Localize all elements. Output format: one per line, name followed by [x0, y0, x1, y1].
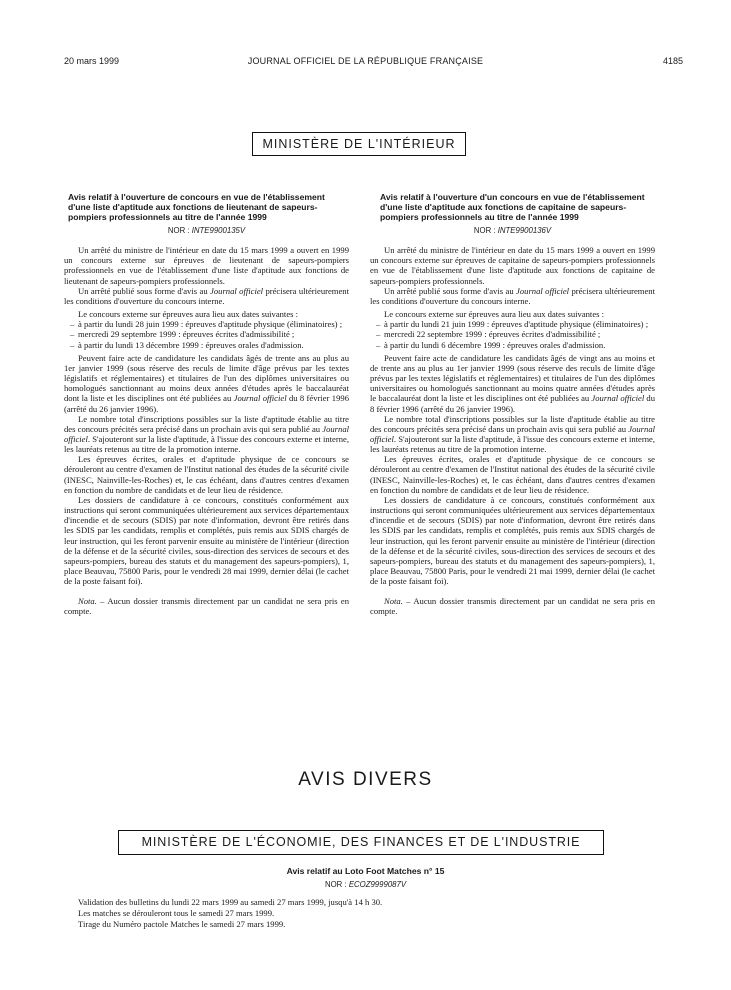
- loto-line: Validation des bulletins du lundi 22 mars 1999 au samedi 27 mars 1999, jusqu'à 14 h 30.: [78, 897, 383, 907]
- list-item: – mercredi 29 septembre 1999 : épreuves écrites d'admissibilité ;: [70, 329, 295, 340]
- avis-right-nor: [370, 226, 655, 236]
- loto-nor: [0, 880, 731, 889]
- list-item: – à partir du lundi 13 décembre 1999 : épreuves orales d'admission.: [70, 339, 304, 350]
- paragraph: Le nombre total d'inscriptions possibles sur la liste d'aptitude établie au titre des concours précités sera précisé dans un prochain avis qui sera publié au Journal officiel. S'ajouteront sur la liste d'aptitude, à l'issue des concours externe et interne, les lauréats retenus au titre de la promotion interne.: [64, 413, 349, 455]
- loto-avis-title: Avis relatif au Loto Foot Matches n° 15: [286, 866, 445, 876]
- paragraph: Un arrêté publié sous forme d'avis au Journal officiel précisera ultérieurement les conditions d'ouverture du concours interne.: [64, 285, 349, 306]
- paragraph: Les épreuves écrites, orales et d'aptitude physique de ce concours se dérouleront au centre d'examen de l'Institut national des études de la sécurité civile (INESC, Nainville-les-Roches) et, le cas échéant, dans d'autres centres d'examen en fonction du nombre de candidats et de leur lieu de résidence.: [370, 454, 655, 495]
- nota: Nota. – Aucun dossier transmis directement par un candidat ne sera pris en compte.: [64, 596, 349, 617]
- header-date: 20 mars 1999: [64, 56, 120, 66]
- nor-label: NOR :: [473, 226, 496, 235]
- avis-left-title: Avis relatif à l'ouverture de concours en vue de l'établissement d'une liste d'aptitude aux fonctions de lieutenant de sapeurs-pompiers professionnels au titre de l'année 1999: [68, 192, 325, 222]
- avis-right-title: Avis relatif à l'ouverture d'un concours en vue de l'établissement d'une liste d'aptitude aux fonctions de capitaine de sapeurs-pompiers professionnels au titre de l'année 1999: [380, 192, 645, 222]
- nor-code: INTE9900135V: [191, 226, 246, 235]
- list-item: – à partir du lundi 21 juin 1999 : épreuves d'aptitude physique (éliminatoires) ;: [376, 319, 649, 330]
- header-journal-title: JOURNAL OFFICIEL DE LA RÉPUBLIQUE FRANÇAISE: [247, 56, 484, 66]
- ministere-economie-heading: MINISTÈRE DE L'ÉCONOMIE, DES FINANCES ET DE L'INDUSTRIE: [118, 830, 604, 855]
- avis-divers-heading: AVIS DIVERS: [298, 769, 433, 790]
- loto-line: Tirage du Numéro pactole Matches le samedi 27 mars 1999.: [78, 918, 286, 929]
- paragraph: Un arrêté publié sous forme d'avis au Journal officiel précisera ultérieurement les conditions d'ouverture du concours interne.: [370, 285, 655, 306]
- avis-right-column: [370, 192, 655, 617]
- loto-body: [78, 897, 538, 929]
- paragraph: Le concours externe sur épreuves aura lieu aux dates suivantes :: [78, 309, 299, 320]
- paragraph: Les épreuves écrites, orales et d'aptitude physique de ce concours se dérouleront au centre d'examen de l'Institut national des études de la sécurité civile (INESC, Nainville-les-Roches) et, le cas échéant, dans d'autres centres d'examen en fonction du nombre de candidats et de leur lieu de résidence.: [64, 454, 349, 495]
- paragraph: Les dossiers de candidature à ce concours, constitués conformément aux instructions qui seront communiquées ultérieurement aux services départementaux d'incendie et de secours (SDIS) par note d'information, devront être retirés dans les SDIS par les candidats, remplis et complétés, puis remis aux SDIS chargés de leur instruction, qui les feront parvenir ensuite au ministère de l'intérieur (direction de la défense et de la sécurité civiles, sous-direction des services de secours et des sapeurs-pompiers, bureau des statuts et du management des sapeurs-pompiers), 1, place Beauvau, 75800 Paris, pour le vendredi 21 mai 1999, dernier délai (le cachet de la poste faisant foi).: [370, 494, 655, 587]
- list-item: – à partir du lundi 6 décembre 1999 : épreuves orales d'admission.: [376, 339, 606, 350]
- nor-label: NOR :: [167, 226, 190, 235]
- paragraph: Les dossiers de candidature à ce concours, constitués conformément aux instructions qui seront communiquées ultérieurement aux services départementaux d'incendie et de secours (SDIS) par note d'information, devront être retirés dans les SDIS par les candidats, remplis et complétés, puis remis aux SDIS chargés de leur instruction, qui les feront parvenir ensuite au ministère de l'intérieur (direction de la défense et de la sécurité civiles, sous-direction des services de secours et des sapeurs-pompiers, bureau des statuts et du management des sapeurs-pompiers), 1, place Beauvau, 75800 Paris, pour le vendredi 28 mai 1999, dernier délai (le cachet de la poste faisant foi).: [64, 494, 349, 587]
- paragraph: Un arrêté du ministre de l'intérieur en date du 15 mars 1999 a ouvert en 1999 un concours externe sur épreuves de lieutenant de sapeurs-pompiers professionnels en vue de l'établissement d'une liste d'aptitude aux fonctions de lieutenant de sapeurs-pompiers professionnels.: [64, 245, 349, 286]
- avis-left-nor: [64, 226, 349, 236]
- ministere-interieur-heading: MINISTÈRE DE L'INTÉRIEUR: [252, 132, 466, 156]
- paragraph: Un arrêté du ministre de l'intérieur en date du 15 mars 1999 a ouvert en 1999 un concours externe sur épreuves de capitaine de sapeurs-pompiers professionnels en vue de l'établissement d'une liste d'aptitude aux fonctions de capitaine de sapeurs-pompiers professionnels.: [370, 245, 655, 286]
- loto-line: Les matches se dérouleront tous le samedi 27 mars 1999.: [78, 907, 275, 918]
- nor-code: INTE9900136V: [497, 226, 552, 235]
- nota: Nota. – Aucun dossier transmis directement par un candidat ne sera pris en compte.: [370, 596, 655, 617]
- paragraph: Peuvent faire acte de candidature les candidats âgés de trente ans au plus au 1er janvier 1999 (sous réserve des reculs de limite d'âge prévus par les textes législatifs et réglementaires) et titulaires de l'un des diplômes universitaires ou homologués sanctionnant au moins deux années d'études après le baccalauréat dont la liste et les disciplines ont été publiées au Journal officiel du 8 février 1996 (arrêté du 26 janvier 1996).: [64, 352, 349, 414]
- header-page-number: 4185: [662, 56, 683, 66]
- nor-label: NOR :: [324, 880, 347, 889]
- page-header: [0, 56, 731, 70]
- list-item: – mercredi 22 septembre 1999 : épreuves écrites d'admissibilité ;: [376, 329, 601, 340]
- list-item: – à partir du lundi 28 juin 1999 : épreuves d'aptitude physique (éliminatoires) ;: [70, 319, 343, 330]
- paragraph: Le nombre total d'inscriptions possibles sur la liste d'aptitude établie au titre des concours précités sera précisé dans un prochain avis qui sera publié au Journal officiel. S'ajouteront sur la liste d'aptitude, à l'issue des concours externe et interne, les lauréats retenus au titre de la promotion interne.: [370, 413, 655, 455]
- paragraph: Peuvent faire acte de candidature les candidats âgés de vingt ans au moins et de trente ans au plus au 1er janvier 1999 (sous réserve des reculs de limite d'âge prévus par les textes législatifs et réglementaires) et titulaires de l'un des diplômes universitaires ou homologués sanctionnant au moins quatre années d'études après le baccalauréat dont la liste et les disciplines ont été publiées au Journal officiel du 8 février 1996 (arrêté du 26 janvier 1996).: [370, 352, 655, 414]
- nor-code: ECOZ9999087V: [348, 880, 407, 889]
- avis-left-column: [64, 192, 349, 617]
- paragraph: Le concours externe sur épreuves aura lieu aux dates suivantes :: [384, 309, 605, 320]
